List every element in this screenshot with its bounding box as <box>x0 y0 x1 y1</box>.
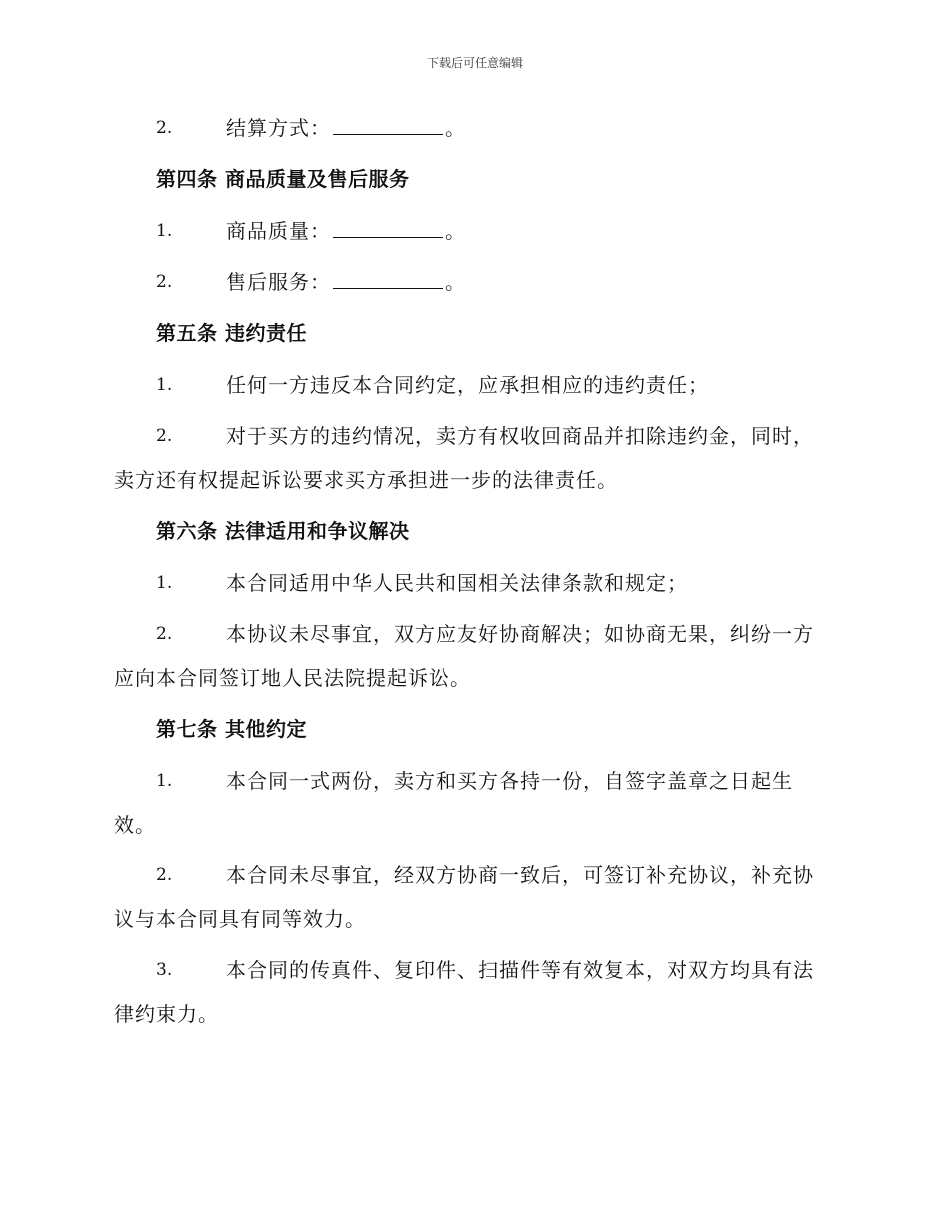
item-number: 1. <box>156 573 173 593</box>
item-number: 1. <box>156 771 173 791</box>
section-title: 第七条 其他约定 <box>156 717 307 741</box>
item-number: 2. <box>156 426 173 446</box>
item-text: 对于买方的违约情况，卖方有权收回商品并扣除违约金，同时， <box>226 424 814 448</box>
item-text: 本合同的传真件、复印件、扫描件等有效复本，对双方均具有法 <box>226 958 814 982</box>
item-end: 。 <box>445 219 466 243</box>
item-text: 本合同一式两份，卖方和买方各持一份，自签字盖章之日起生 <box>226 769 793 793</box>
item-label: 结算方式： <box>226 116 331 140</box>
item-number: 2. <box>156 865 173 885</box>
item-text: 本合同未尽事宜，经双方协商一致后，可签订补充协议，补充协 <box>226 863 814 887</box>
item-number: 3. <box>156 960 173 980</box>
section-title: 第五条 违约责任 <box>156 321 307 345</box>
item-text-continued: 应向本合同签订地人民法院提起诉讼。 <box>114 666 471 690</box>
fill-blank[interactable] <box>333 221 443 238</box>
item-text <box>226 219 466 243</box>
item-label: 售后服务： <box>226 270 331 294</box>
item-number: 2. <box>156 118 173 138</box>
item-text: 本合同适用中华人民共和国相关法律条款和规定； <box>226 571 688 595</box>
item-end: 。 <box>445 270 466 294</box>
item-text-continued: 议与本合同具有同等效力。 <box>114 907 366 931</box>
item-number: 1. <box>156 375 173 395</box>
item-text: 任何一方违反本合同约定，应承担相应的违约责任； <box>226 373 709 397</box>
item-text-continued: 卖方还有权提起诉讼要求买方承担进一步的法律责任。 <box>114 468 618 492</box>
section-title: 第四条 商品质量及售后服务 <box>156 167 410 191</box>
item-text-continued: 律约束力。 <box>114 1002 219 1026</box>
item-number: 2. <box>156 272 173 292</box>
item-text <box>226 270 466 294</box>
item-end: 。 <box>445 116 466 140</box>
item-text-continued: 效。 <box>114 813 156 837</box>
item-text: 本协议未尽事宜，双方应友好协商解决；如协商无果，纠纷一方 <box>226 622 814 646</box>
item-text <box>226 116 466 140</box>
page-header: 下载后可任意编辑 <box>426 56 523 70</box>
section-title: 第六条 法律适用和争议解决 <box>156 519 410 543</box>
fill-blank[interactable] <box>333 118 443 135</box>
item-label: 商品质量： <box>226 219 331 243</box>
item-number: 1. <box>156 221 173 241</box>
fill-blank[interactable] <box>333 272 443 289</box>
item-number: 2. <box>156 624 173 644</box>
